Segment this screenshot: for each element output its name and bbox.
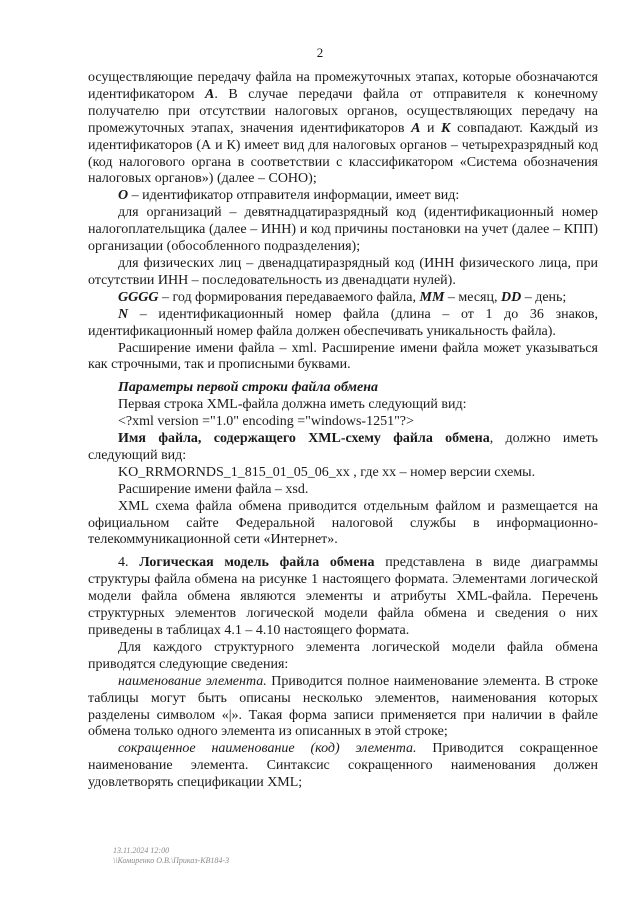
paragraph-sender-id: О – идентификатор отправителя информации, имеет вид: (118, 188, 460, 204)
paragraph-logical-model: 4. Логическая модель файла обмена представлена в виде диаграммы структуры файла обмена на рисунке 1 настоящего формата. Элементами логической модели файла обмена являются элементы и атрибуты XML-файла. Перечень структурных элементов логической модели файла обмена и сведения о них приведены в таблицах 4.1 – 4.10 настоящего формата. (88, 555, 599, 638)
paragraph-identifiers-a-k: осуществляющие передачу файла на промежуточных этапах, которые обозначаются идентификатором А. В случае передачи файла от отправителя к конечному получателю при отсутствии налоговых органов, осуществляющих передачу на промежуточных этапах, значения идентификаторов А и К совпадают. Каждый из идентификаторов (А и К) имеет вид для налоговых органов – четырехразрядный код (код налогового органа в соответствии с классификатором «Система обозначения налоговых органов») (далее – СОНО); (88, 70, 599, 187)
document-footer (113, 846, 229, 866)
paragraph-extension: Расширение имени файла – xml. Расширение имени файла может указываться как строчными, так и прописными буквами. (88, 340, 598, 373)
page-number: 2 (316, 45, 324, 60)
xml-declaration: <?xml version ="1.0" encoding ="windows-1251"?> (118, 414, 414, 430)
paragraph-element-info: Для каждого структурного элемента логической модели файла обмена приводятся следующие сведения: (88, 639, 598, 672)
paragraph-element-code: сокращенное наименование (код) элемента. Приводится сокращенное наименование элемента. Синтаксис сокращенного наименования должен удовлетворять спецификации XML; (88, 741, 598, 791)
paragraph-organizations: для организаций – девятнадцатиразрядный код (идентификационный номер налогоплательщика (далее – ИНН) и код причины постановки на учет (далее – КПП) организации (обособленного подразделения); (88, 205, 598, 255)
footer-file-path: \\Комиренко О.В.\Приказ-КВ184-3 (113, 856, 230, 865)
document-body (88, 70, 598, 792)
paragraph-schema-publication: XML схема файла обмена приводится отдельным файлом и размещается на официальном сайте Федеральной налоговой службы в информационно-телекоммуникационной сети «Интернет». (88, 498, 598, 548)
paragraph-first-line: Первая строка XML-файла должна иметь следующий вид: (118, 397, 467, 413)
paragraph-file-number: N – идентификационный номер файла (длина – от 1 до 36 знаков, идентификационный номер файла должен обеспечивать уникальность файла). (88, 306, 598, 339)
paragraph-date-parts: GGGG – год формирования передаваемого файла, MM – месяц, DD – день; (118, 289, 567, 305)
paragraph-schema-name: Имя файла, содержащего XML-схему файла обмена, должно иметь следующий вид: (88, 431, 598, 463)
footer-timestamp: 13.11.2024 12:00 (113, 846, 170, 855)
schema-extension: Расширение имени файла – xsd. (118, 481, 309, 497)
paragraph-element-name: наименование элемента. Приводится полное наименование элемента. В строке таблицы могут быть описаны несколько элементов, наименования которых разделены символом «|». Такая форма записи применяется при наличии в файле обмена только одного элемента из описанных в этой строке; (88, 673, 598, 740)
schema-file-name: KO_RRMORNDS_1_815_01_05_06_xx , где xx – номер версии схемы. (118, 464, 536, 480)
paragraph-individuals: для физических лиц – двенадцатиразрядный код (ИНН физического лица, при отсутствии ИНН – последовательность из двенадцати нулей). (88, 255, 598, 288)
section-heading: Параметры первой строки файла обмена (118, 380, 378, 396)
